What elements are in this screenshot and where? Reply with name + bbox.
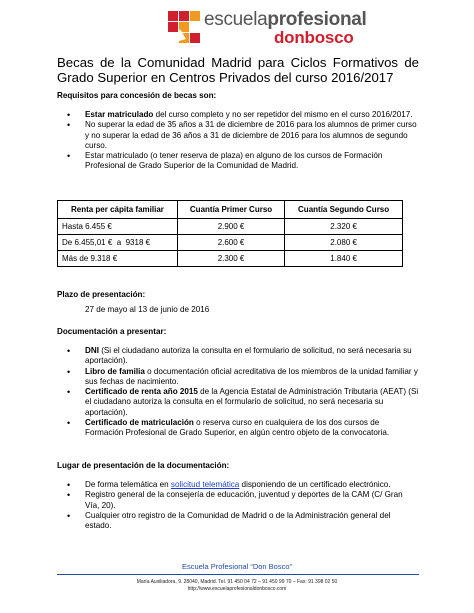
table-cell: 2.300 € [177,251,284,267]
table-cell: Hasta 6.455 € [58,219,178,235]
list-item: • Libro de familia o documentación oficial acreditativa de los miembros de la unidad familiar y sus fechas de nacimiento. [57,367,419,388]
list-item: • No superar la edad de 35 años a 31 de diciembre de 2016 para los alumnos de primer curso y no superar la edad de 36 años a 31 de diciembre de 2016 para los alumnos de segundo curso. [57,120,419,151]
table-row [58,251,403,267]
list-item: • Estar matriculado del curso completo y no ser repetidor del mismo en el curso 2016/2017. [57,110,419,120]
list-item: • DNI (Si el ciudadano autoriza la consulta en el formulario de solicitud, no será necesaria su aportación). [57,346,419,367]
deadline-text: 27 de mayo al 13 de junio de 2016 [85,305,210,314]
table-row [58,219,403,235]
document-title: Becas de la Comunidad Madrid para Ciclos Formativos de Grado Superior en Centros Privados del curso 2016/2017 [57,55,419,85]
table-cell: 2.900 € [177,219,284,235]
requirements-heading: Requisitos para concesión de becas son: [57,91,217,100]
footer-website-link[interactable]: http://www.escuelaprofesionaldonbosco.com [187,586,287,592]
list-item: • De forma telemática en solicitud telemática disponiendo de un certificado electrónico. [57,480,419,490]
table-header: Renta per cápita familiar [58,201,178,219]
table-row [58,235,403,251]
table-header: Cuantía Segundo Curso [285,201,403,219]
logo-wordmark: escuelaprofesional [204,9,367,30]
logo-mark-icon [166,9,202,45]
logo-subtext: donbosco [274,28,354,47]
list-item: • Certificado de matriculación o reserva curso en cualquiera de los dos cursos de Formación Profesional de Grado Superior, en algún centro objeto de la convocatoria. [57,418,419,439]
table-cell: Más de 9.318 € [58,251,178,267]
table-header-row [58,201,403,219]
documents-heading: Documentación a presentar: [57,327,167,336]
submission-place-heading: Lugar de presentación de la documentación: [57,461,230,470]
table-cell: 1.840 € [285,251,403,267]
footer-address: María Auxiliadora, 9. 28040, Madrid. Tel. 91 450 04 72 – 91 450 99 70 – Fax: 91 398 02 50 http://www.escuelaprofesionaldonbosco.com [0,579,474,593]
list-item: • Registro general de la consejería de educación, juventud y deportes de la CAM (C/ Gran Vía, 20). [57,490,419,511]
submission-place-list [57,480,419,531]
deadline-heading: Plazo de presentación: [57,290,146,299]
school-logo [166,7,411,47]
list-item: • Cualquier otro registro de la Comunidad de Madrid o de la Administración general del estado. [57,511,419,532]
table-header: Cuantía Primer Curso [177,201,284,219]
online-application-link[interactable]: solicitud telemática [170,480,240,489]
footer-school-name: Escuela Profesional “Don Bosco” [181,562,293,571]
scholarship-table [57,200,403,267]
list-item: • Estar matriculado (o tener reserva de plaza) en alguno de los cursos de Formación Profesional de Grado Superior de la Comunidad de Madrid. [57,151,419,172]
documents-list [57,346,419,439]
table-cell: De 6.455,01 € a 9318 € [58,235,178,251]
table-cell: 2.320 € [285,219,403,235]
table-cell: 2.600 € [177,235,284,251]
table-cell: 2.080 € [285,235,403,251]
footer-divider [57,574,419,575]
requirements-list [57,110,419,172]
list-item: • Certificado de renta año 2015 de la Agencia Estatal de Administración Tributaria (AEAT) (Si el ciudadano autoriza la consulta en el formulario de solicitud, no será necesaria su aportación). [57,387,419,418]
